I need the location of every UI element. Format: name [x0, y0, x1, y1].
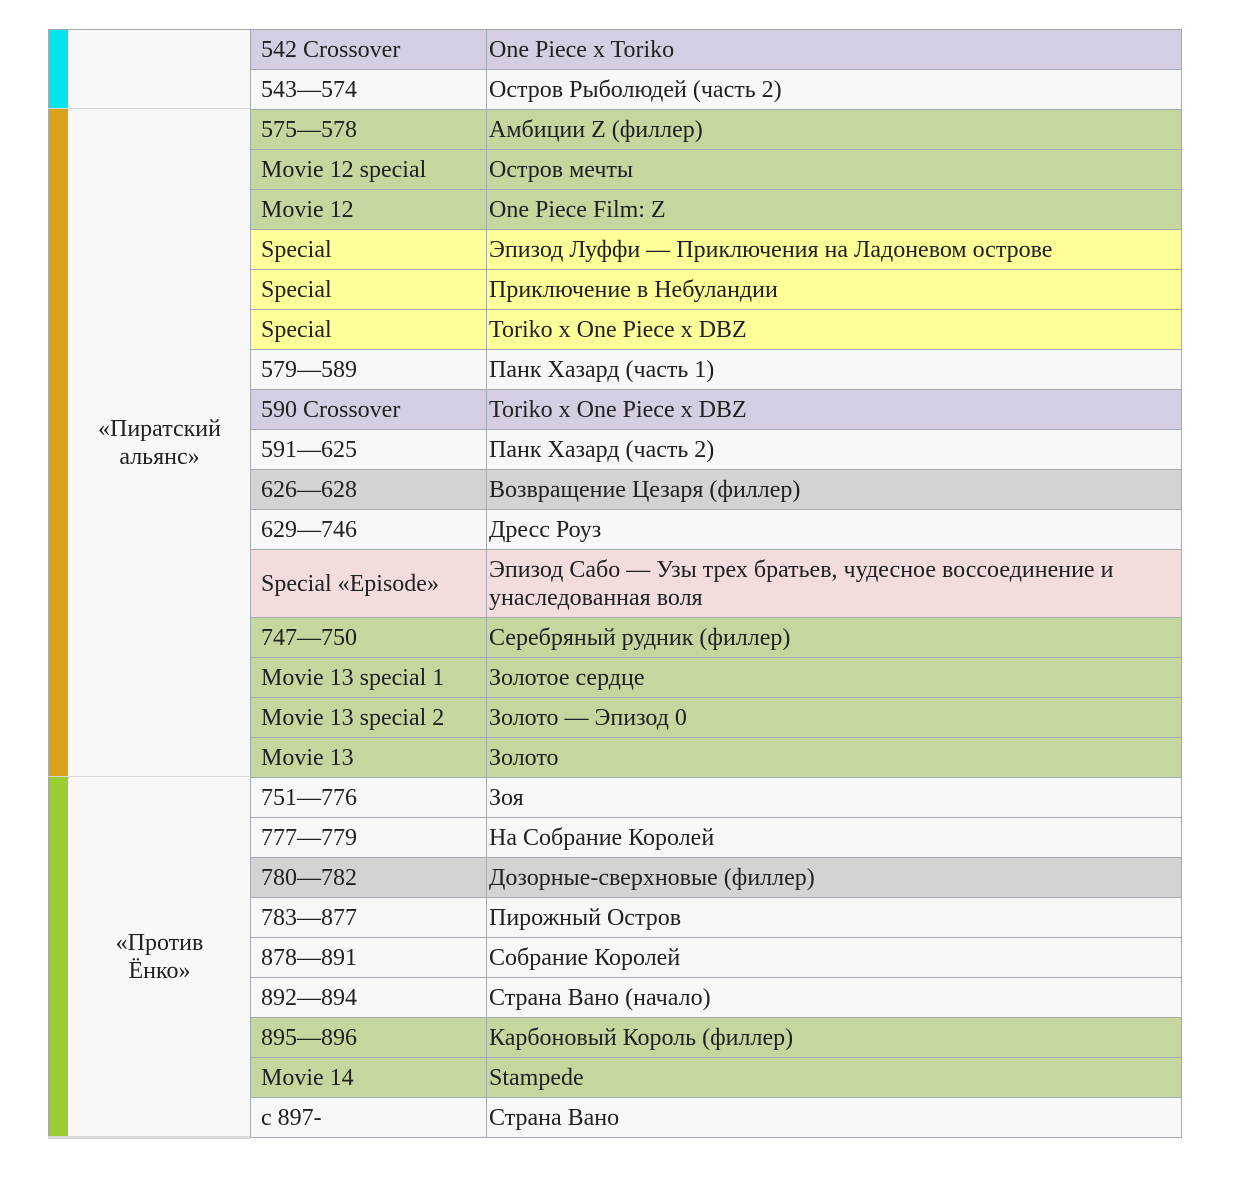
title-cell: One Piece x Toriko [486, 30, 1181, 69]
table-row [250, 109, 1182, 149]
episodes-cell: Movie 13 [250, 738, 486, 777]
title-cell: Эпизод Луффи — Приключения на Ладоневом острове [486, 230, 1181, 269]
table-row [250, 149, 1182, 189]
title-cell: Амбиции Z (филлер) [486, 110, 1181, 149]
title-cell: Золотое сердце [486, 658, 1181, 697]
table-row [250, 657, 1182, 697]
episodes-cell: с 897- [250, 1098, 486, 1137]
table-row [250, 737, 1182, 777]
title-cell: Toriko x One Piece x DBZ [486, 310, 1181, 349]
row-bottom-border [250, 1137, 1182, 1138]
table-row [250, 817, 1182, 857]
episodes-cell: 777—779 [250, 818, 486, 857]
table-row [250, 857, 1182, 897]
episodes-cell: Special [250, 230, 486, 269]
episodes-cell: Special [250, 310, 486, 349]
episodes-cell: 590 Crossover [250, 390, 486, 429]
title-cell: На Собрание Королей [486, 818, 1181, 857]
episodes-cell: 543—574 [250, 70, 486, 109]
title-cell: Возвращение Цезаря (филлер) [486, 470, 1181, 509]
title-cell: Карбоновый Король (филлер) [486, 1018, 1181, 1057]
episodes-cell: Movie 12 [250, 190, 486, 229]
arc-label-text: «Против Ёнко» [115, 930, 204, 984]
arc-label [69, 29, 250, 109]
episodes-cell: 878—891 [250, 938, 486, 977]
table-row [250, 777, 1182, 817]
table-row [250, 1057, 1182, 1097]
episodes-cell: 542 Crossover [250, 30, 486, 69]
table-row [250, 897, 1182, 937]
title-cell: Серебряный рудник (филлер) [486, 618, 1181, 657]
title-cell: Дозорные-сверхновые (филлер) [486, 858, 1181, 897]
table-row [250, 309, 1182, 349]
episodes-cell: 575—578 [250, 110, 486, 149]
table-row [250, 977, 1182, 1017]
episodes-cell: 747—750 [250, 618, 486, 657]
episodes-cell: 892—894 [250, 978, 486, 1017]
title-cell: Страна Вано [486, 1098, 1181, 1137]
arc-color-stripe [49, 29, 68, 109]
episodes-cell: Movie 12 special [250, 150, 486, 189]
episodes-cell: Movie 13 special 1 [250, 658, 486, 697]
table-row [250, 937, 1182, 977]
title-cell: Золото — Эпизод 0 [486, 698, 1181, 737]
table-row [250, 189, 1182, 229]
title-cell: Stampede [486, 1058, 1181, 1097]
episodes-cell: 895—896 [250, 1018, 486, 1057]
title-cell: Золото [486, 738, 1181, 777]
table-row [250, 617, 1182, 657]
episodes-cell: Movie 14 [250, 1058, 486, 1097]
episodes-cell: 579—589 [250, 350, 486, 389]
table-row [250, 269, 1182, 309]
arc-group [48, 777, 1182, 1137]
title-cell: Toriko x One Piece x DBZ [486, 390, 1181, 429]
title-cell: Собрание Королей [486, 938, 1181, 977]
table-row [250, 549, 1182, 617]
arc-group [48, 109, 1182, 777]
table-row [250, 509, 1182, 549]
title-cell: Эпизод Сабо — Узы трех братьев, чудесное воссоединение и унаследованная воля [486, 550, 1181, 617]
title-cell: Дресс Роуз [486, 510, 1181, 549]
arc-color-stripe [49, 109, 68, 777]
table-row [250, 1097, 1182, 1137]
arc-group [48, 29, 1182, 109]
arc-label [69, 109, 250, 777]
title-cell: Приключение в Небуландии [486, 270, 1181, 309]
episodes-cell: 751—776 [250, 778, 486, 817]
title-cell: Пирожный Остров [486, 898, 1181, 937]
table-row [250, 697, 1182, 737]
arc-label-text: «Пиратский альянс» [98, 416, 221, 470]
episodes-cell: 780—782 [250, 858, 486, 897]
table-row [250, 429, 1182, 469]
arc-separator [48, 1136, 250, 1139]
table-row [250, 69, 1182, 109]
episodes-cell: 626—628 [250, 470, 486, 509]
title-cell: Страна Вано (начало) [486, 978, 1181, 1017]
table-row [250, 469, 1182, 509]
title-cell: Панк Хазард (часть 1) [486, 350, 1181, 389]
arc-color-stripe [49, 777, 68, 1137]
episodes-cell: 591—625 [250, 430, 486, 469]
arc-label [69, 777, 250, 1137]
table-row [250, 389, 1182, 429]
title-cell: One Piece Film: Z [486, 190, 1181, 229]
episodes-cell: 783—877 [250, 898, 486, 937]
episodes-cell: Movie 13 special 2 [250, 698, 486, 737]
table-row [250, 229, 1182, 269]
table-row [250, 349, 1182, 389]
title-cell: Панк Хазард (часть 2) [486, 430, 1181, 469]
table-row [250, 1017, 1182, 1057]
episodes-cell: Special «Episode» [250, 550, 486, 617]
title-cell: Остров мечты [486, 150, 1181, 189]
episodes-cell: Special [250, 270, 486, 309]
title-cell: Зоя [486, 778, 1181, 817]
table-row [250, 29, 1182, 69]
episodes-cell: 629—746 [250, 510, 486, 549]
title-cell: Остров Рыболюдей (часть 2) [486, 70, 1181, 109]
